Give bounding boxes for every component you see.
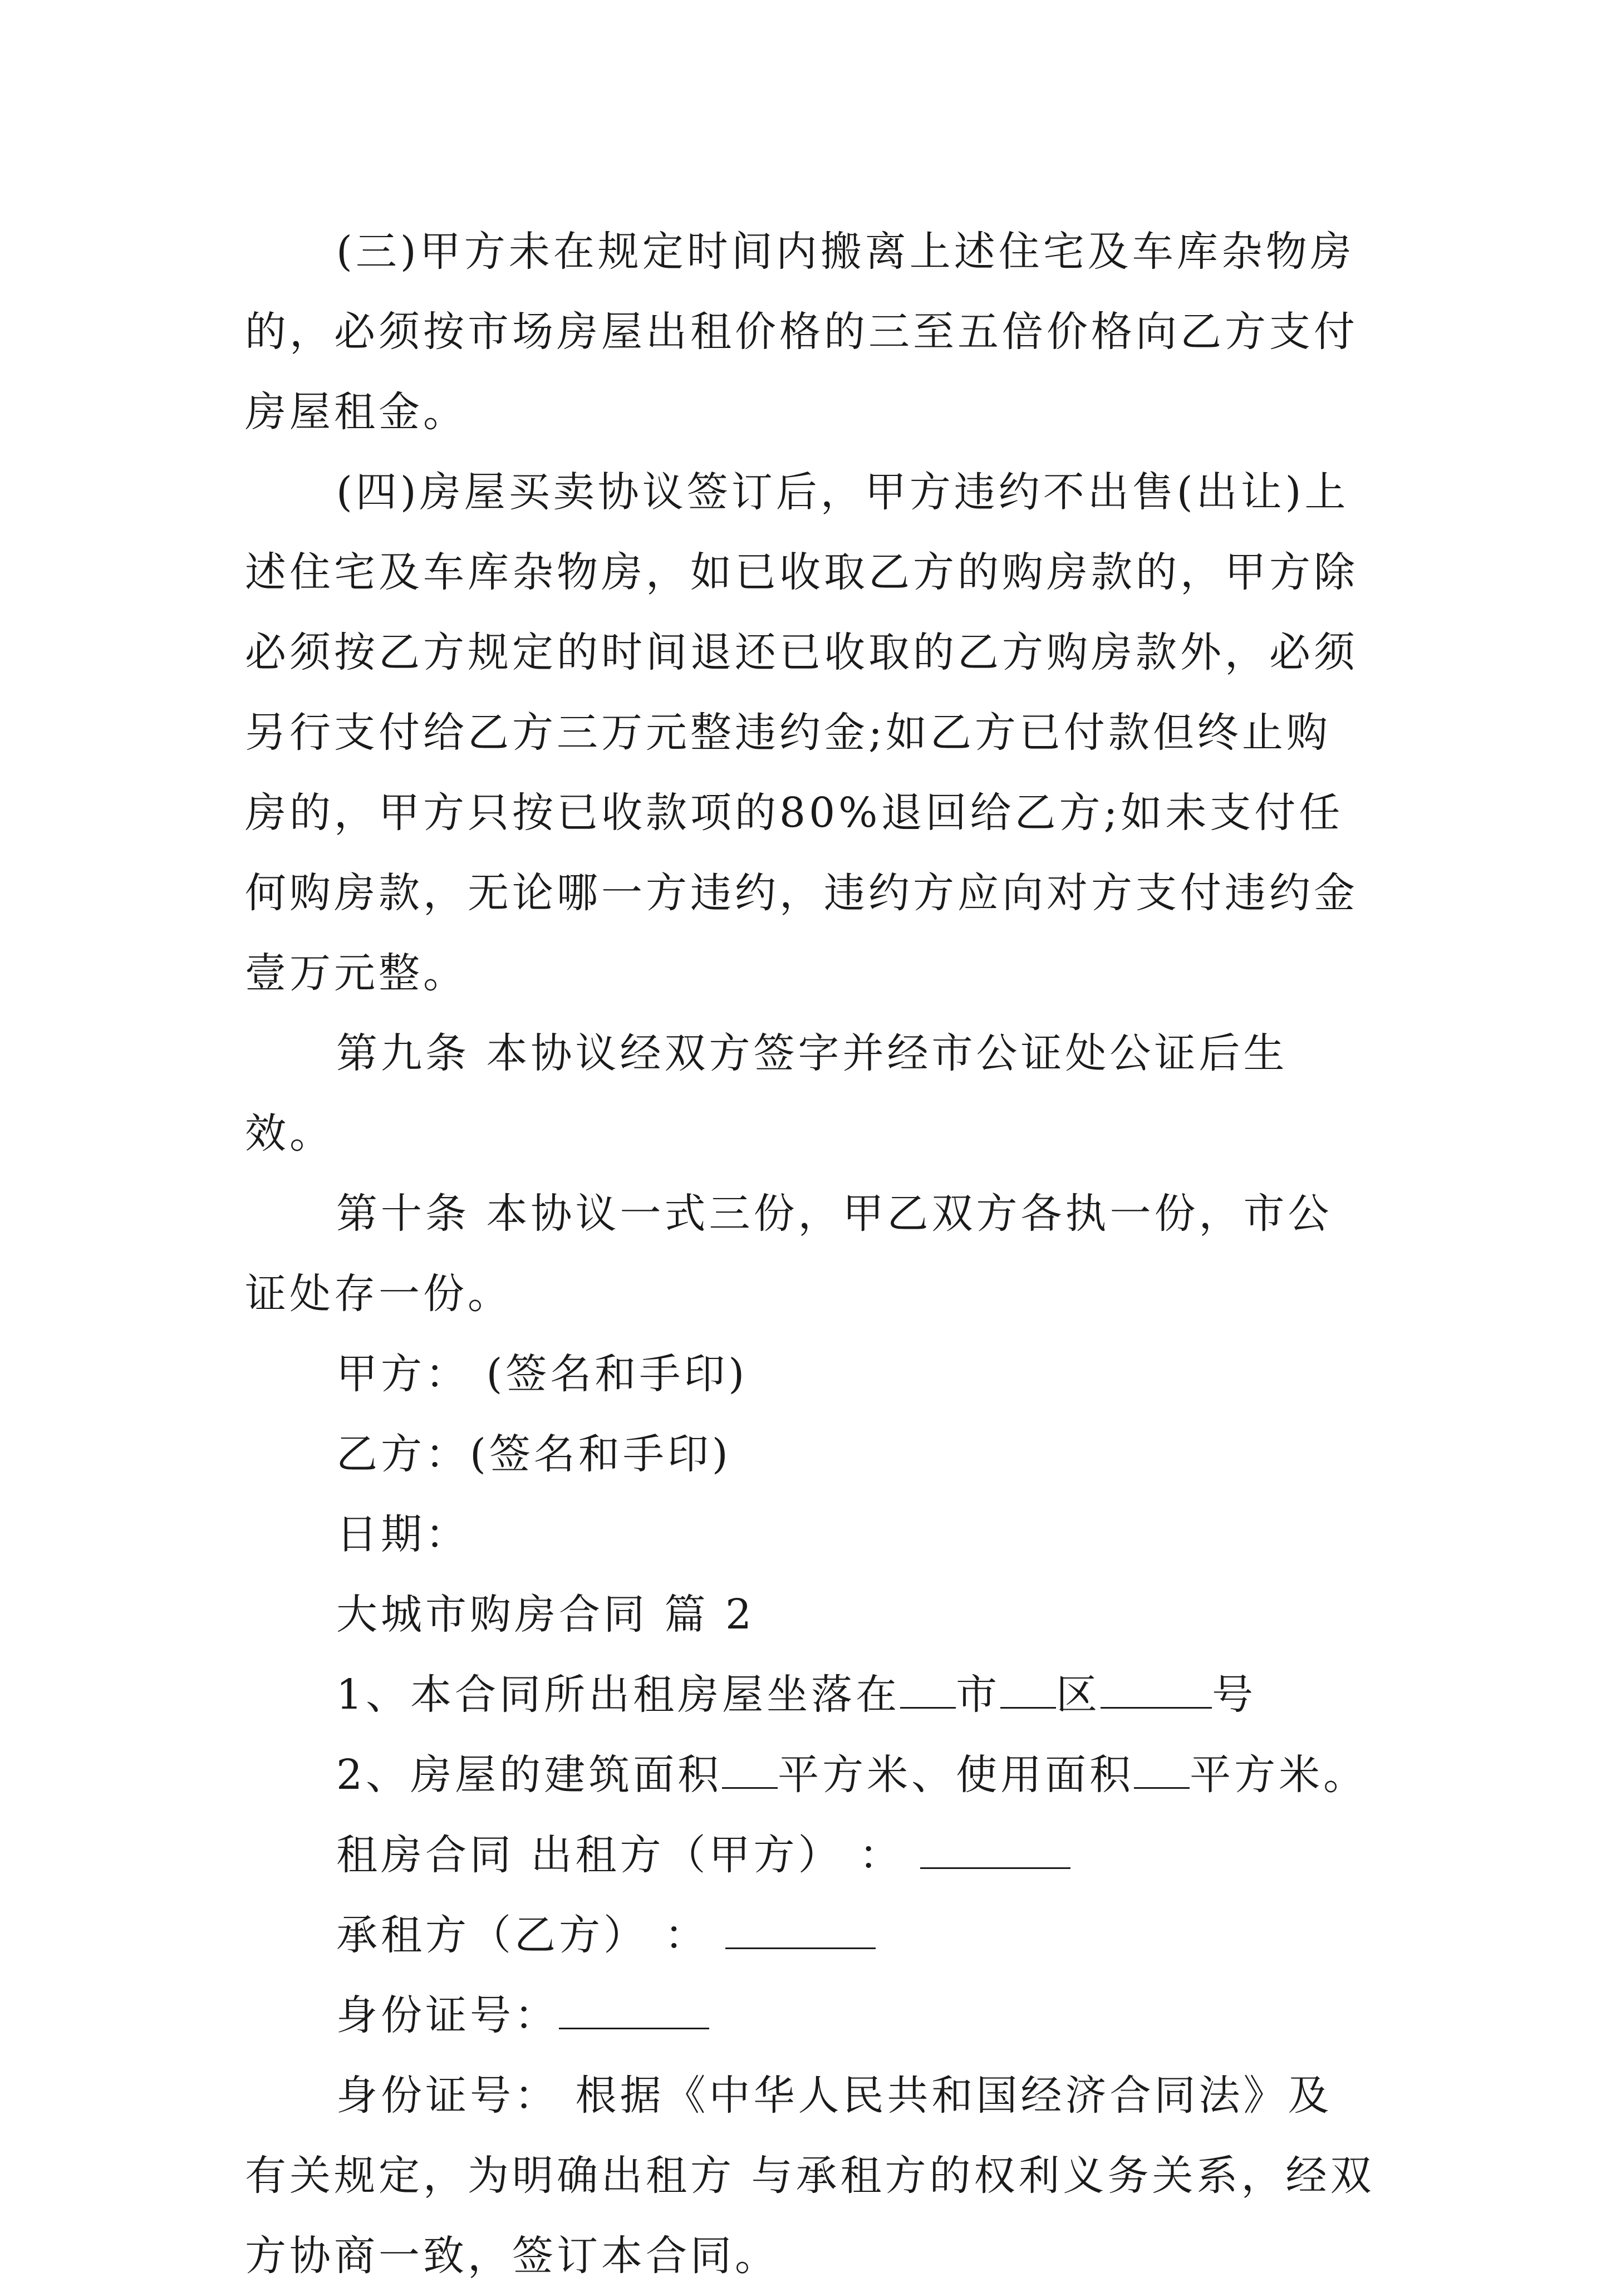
property-location-line: [245, 1655, 1375, 1735]
area-unit-label: 平方米。: [1190, 1751, 1368, 1799]
id-number-label: 身份证号：: [336, 1991, 559, 2039]
lessor-line: [245, 1815, 1375, 1895]
usable-area-blank: [1134, 1754, 1190, 1789]
building-area-label: 2、房屋的建筑面积: [336, 1751, 723, 1799]
section-heading: 大城市购房合同 篇 2: [336, 1591, 755, 1638]
district-label: 区: [1056, 1671, 1101, 1719]
party-b-signature-line: 乙方：(签名和手印): [336, 1430, 731, 1478]
number-blank: [1101, 1674, 1212, 1709]
city-label: 市: [956, 1671, 1001, 1719]
id-number-blank: [559, 1994, 709, 2029]
lessee-blank: [725, 1914, 876, 1949]
clause-4-paragraph: (四)房屋买卖协议签订后，甲方违约不出售(出让)上述住宅及车库杂物房，如已收取乙方的购房款的，甲方除必须按乙方规定的时间退还已收取的乙方购房款外，必须另行支付给乙方三万元整违约金;如乙方已付款但终止购房的，甲方只按已收款项的80%退回给乙方;如未支付任何购房款，无论哪一方违约，违约方应向对方支付违约金壹万元整。: [245, 468, 1358, 997]
lessee-label: 承租方（乙方） ：: [336, 1911, 709, 1959]
closing-paragraph: 身份证号： 根据《中华人民共和国经济合同法》及有关规定，为明确出租方 与承租方的权利义务关系，经双方协商一致，签订本合同。: [245, 2072, 1375, 2280]
usable-area-label: 平方米、使用面积: [778, 1751, 1134, 1799]
location-label: 1、本合同所出租房屋坐落在: [336, 1671, 901, 1719]
property-area-line: [245, 1735, 1375, 1815]
city-blank: [900, 1674, 956, 1709]
clause-3-paragraph: (三)甲方未在规定时间内搬离上述住宅及车库杂物房的，必须按市场房屋出租价格的三至五倍价格向乙方支付房屋租金。: [245, 228, 1358, 436]
article-10-paragraph: 第十条 本协议一式三份，甲乙双方各执一份，市公证处存一份。: [245, 1190, 1333, 1318]
lessor-blank: [920, 1834, 1070, 1869]
lessee-line: [245, 1895, 1375, 1975]
document-body: [245, 212, 1375, 2296]
party-a-signature-line: 甲方： (签名和手印): [336, 1350, 748, 1398]
article-9-paragraph: 第九条 本协议经双方签字并经市公证处公证后生效。: [245, 1029, 1288, 1157]
building-area-blank: [722, 1754, 778, 1789]
district-blank: [1000, 1674, 1056, 1709]
lessor-label: 租房合同 出租方（甲方） ：: [336, 1831, 904, 1879]
number-label: 号: [1212, 1671, 1257, 1719]
id-number-line: [245, 1975, 1375, 2055]
date-line: 日期：: [336, 1510, 470, 1558]
